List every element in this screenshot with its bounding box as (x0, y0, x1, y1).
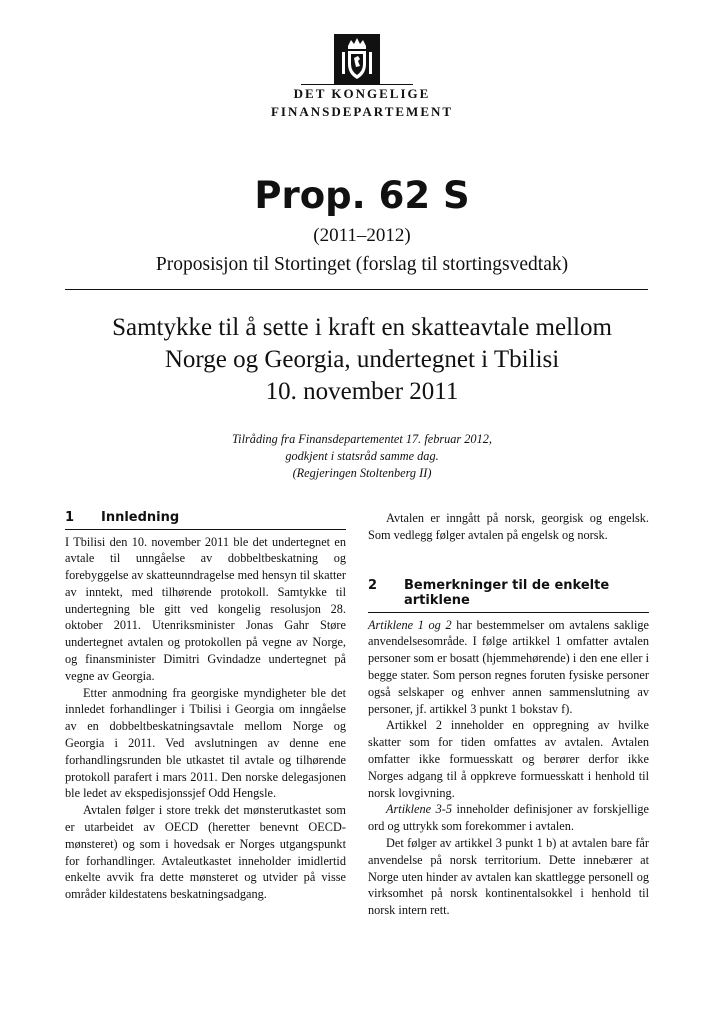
delivery-line1: Tilråding fra Finansdepartementet 17. februar 2012, (232, 432, 492, 446)
emphasis: Artiklene 3-5 (386, 802, 452, 817)
session-years: (2011–2012) (313, 225, 411, 246)
document-title-line3: 10. november 2011 (265, 378, 459, 405)
section-title: Innledning (101, 510, 180, 525)
section-heading-2 (368, 578, 649, 613)
right-column (368, 510, 649, 919)
logo-rule (301, 84, 413, 85)
section-heading-1 (65, 510, 346, 530)
document-title (60, 312, 664, 408)
royal-coat-of-arms-icon (334, 34, 380, 84)
document-title-line2: Norge og Georgia, undertegnet i Tbilisi (164, 346, 560, 373)
paragraph: I Tbilisi den 10. november 2011 ble det undertegnet en avtale til unngåelse av dobbeltbeskatning og forebyggelse av skatteunndragelse med hensyn til skatter av inntekt, med tilhørende protokoll. Samtykke til undertegning ble gitt ved kongelig resolusjon 28. oktober 2011. Utenriksminister Jonas Gahr Støre undertegnet avtalen og protokollen på vegne av Norge, og finansminister Dimitri Gvindadze undertegnet på vegne av Georgia. (65, 534, 346, 683)
paragraph: Avtalen er inngått på norsk, georgisk og engelsk. Som vedlegg følger avtalen på engelsk og norsk. (368, 511, 649, 542)
delivery-line3: (Regjeringen Stoltenberg II) (292, 466, 432, 480)
section-number: 1 (65, 510, 75, 525)
title-rule (65, 289, 648, 290)
proposition-subtitle: Proposisjon til Stortinget (forslag til stortingsvedtak) (155, 254, 569, 275)
paragraph: Artikkel 2 inneholder en oppregning av hvilke skatter som for tiden omfattes av avtalen. Avtalen omfatter ikke formuesskatt og berører derfor ikke Norges adgang til å oppkreve formuesskatt i henhold til norsk lovgivning. (368, 718, 649, 800)
paragraph-text: inneholder definisjoner av forskjellige ord og uttrykk som forekommer i avtalen. (368, 802, 649, 834)
delivery-line2: godkjent i statsråd samme dag. (285, 449, 439, 463)
delivery-note (150, 431, 574, 482)
section-title: Bemerkninger til de enkelte artiklene (404, 577, 610, 609)
emphasis: Artiklene 1 og 2 (368, 617, 452, 632)
section-number: 2 (368, 577, 378, 593)
paragraph: Det følger av artikkel 3 punkt 1 b) at avtalen bare får anvendelse på norsk territorium. Dette innebærer at Norge uten hinder av avtalen kan skattlegge personell og virksomhet på norsk kontinentalsokkel i henhold til norsk intern rett. (368, 835, 649, 918)
paragraph (368, 617, 649, 718)
paragraph: Etter anmodning fra georgiske myndigheter ble det innledet forhandlinger i Tbilisi i Georgia om inngåelse av en dobbeltbeskatningsavtale mellom Norge og Georgia i 2011. Ved avslutningen av denne ene forhandlingsrunden ble utkastet til avtale og tilhørende protokoll parafert i mars 2011. Den norske delegasjonen ble ledet av ekspedisjonssjef Odd Hengsle. (65, 685, 346, 801)
proposition-number: Prop. 62 S (254, 174, 470, 217)
document-title-line1: Samtykke til å sette i kraft en skatteavtale mellom (112, 314, 612, 341)
paragraph: Avtalen følger i store trekk det mønsterutkastet som er utarbeidet av OECD (heretter benevnt OECD-mønsteret) og som i hovedsak er Norges utgangspunkt for forhandlinger. Avtaleutkastet inneholder imidlertid enkelte avvik fra dette mønsteret og utvider på visse områder kildestatens beskatningsadgang. (65, 803, 346, 902)
paragraph-text: har bestemmelser om avtalens saklige anvendelsesområde. I følge artikkel 1 omfatter avtalen personer som er bosatt (hjemmehørende) i den ene eller i begge stater. Som person regnes foruten fysiske personer også selskaper og enhver annen sammenslutning av personer, jf. artikkel 3 punkt 1 bokstav f). (368, 617, 649, 716)
ministry-name-line1: DET KONGELIGE (293, 86, 431, 101)
paragraph (368, 801, 649, 835)
ministry-name-line2: FINANSDEPARTEMENT (270, 104, 454, 119)
left-column (65, 510, 346, 903)
